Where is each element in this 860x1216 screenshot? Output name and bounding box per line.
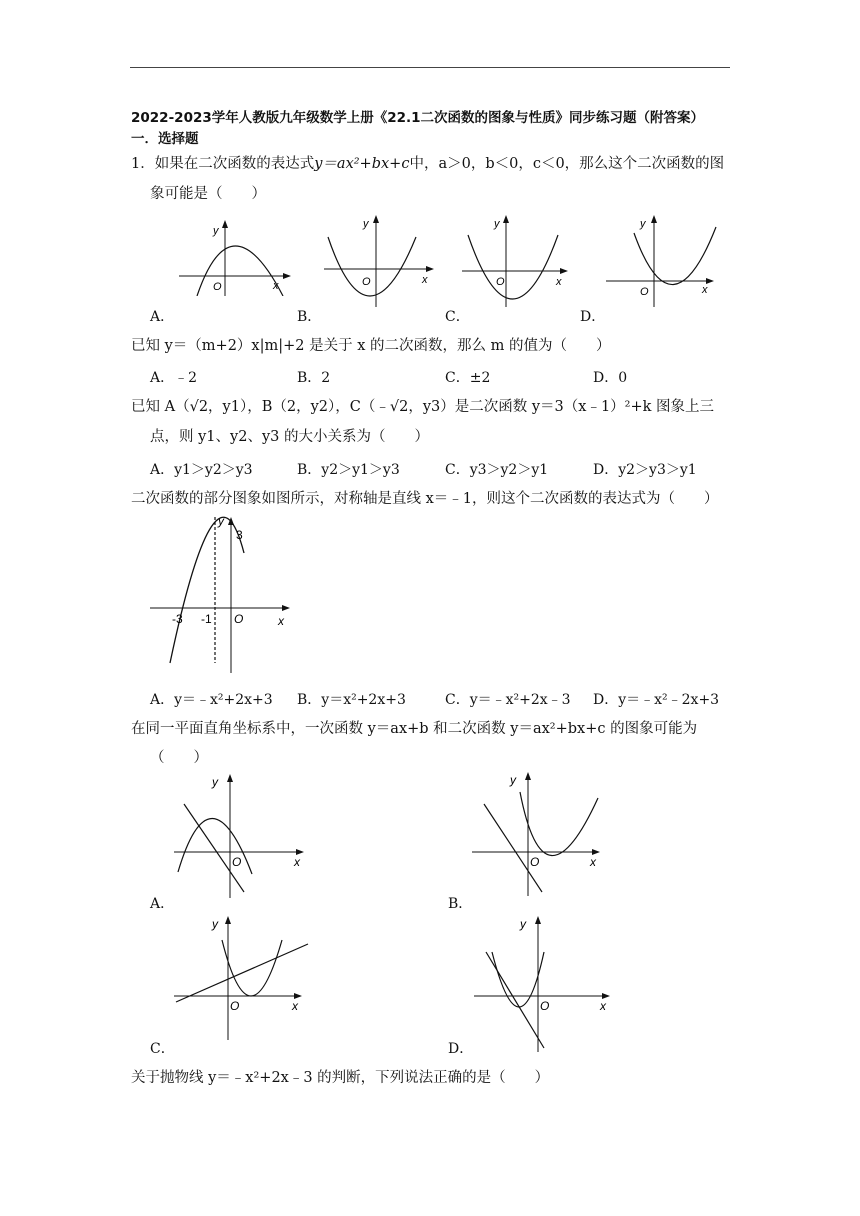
q3-option-a[interactable]: A．y1＞y2＞y3 [150,462,253,478]
q5c-y-label: y [212,917,218,931]
q5c-x-label: x [292,999,298,1013]
q1a-y-label: y [213,225,219,237]
q3-option-b[interactable]: B．y2＞y1＞y3 [297,462,400,478]
q1d-y-label: y [640,218,646,230]
q2-option-a[interactable]: A．﹣2 [150,370,198,386]
question-3-line-2: 点，则 y1、y2、y3 的大小关系为（ ） [150,429,429,445]
q1c-origin-label: O [496,276,505,288]
page-title: 2022-2023学年人教版九年级数学上册《22.1二次函数的图象与性质》同步练习题（附答案） [131,110,705,126]
question-5-line-1: 在同一平面直角坐标系中，一次函数 y＝ax+b 和二次函数 y＝ax²+bx+c 的图象可能为 [131,721,698,737]
q4-graph [148,513,298,675]
q1b-x-label: x [422,274,428,286]
question-1-text-a: 如果在二次函数的表达式 [154,156,315,172]
q5-graph-c [170,912,315,1040]
q4-neg3-label: -3 [172,612,183,626]
question-4-text: 二次函数的部分图象如图所示，对称轴是直线 x＝﹣1，则这个二次函数的表达式为（ ） [131,491,719,507]
header-rule [130,67,730,68]
q5d-x-label: x [600,999,606,1013]
q1b-y-label: y [363,218,369,230]
q5-graph-a [170,770,310,898]
q5-graph-d [470,912,616,1052]
q1d-x-label: x [702,284,708,296]
question-1-number: 1． [131,156,155,172]
q4-option-d[interactable]: D．y＝﹣x²﹣2x+3 [593,692,720,708]
q5-graph-b [468,768,614,896]
q1b-origin-label: O [362,276,371,288]
q5c-origin-label: O [230,999,240,1013]
q1c-x-label: x [556,276,562,288]
q5a-y-label: y [212,775,218,789]
q1a-origin-label: O [213,281,222,293]
q5-option-d[interactable]: D． [448,1041,474,1057]
q1c-y-label: y [494,218,500,230]
q5d-origin-label: O [540,999,550,1013]
q1-option-c[interactable]: C． [445,309,470,325]
question-2-text: 已知 y＝（m+2）x|m|+2 是关于 x 的二次函数，那么 m 的值为（ ） [131,338,611,354]
q5b-origin-label: O [530,855,540,869]
q1-option-d[interactable]: D． [580,309,606,325]
section-heading: 一．选择题 [131,131,199,147]
q2-option-c[interactable]: C．±2 [445,370,491,386]
question-5-line-2: （ ） [150,750,208,766]
question-1-text-b: 中，a＞0，b＜0，c＜0，那么这个二次函数的图 [409,156,725,172]
q4-option-a[interactable]: A．y＝﹣x²+2x+3 [150,692,273,708]
q1-option-b[interactable]: B． [297,309,322,325]
q1-graph-c [460,213,580,308]
q3-option-d[interactable]: D．y2＞y3＞y1 [593,462,697,478]
question-3-line-1: 已知 A（√2，y1），B（2，y2），C（﹣√2，y3）是二次函数 y＝3（x﹣1）²+k 图象上三 [131,399,715,415]
q2-option-b[interactable]: B．2 [297,370,331,386]
q4-x-label: x [278,614,284,628]
q5a-origin-label: O [232,855,242,869]
q2-option-d[interactable]: D．0 [593,370,628,386]
q5-option-c[interactable]: C． [150,1041,175,1057]
question-1-line-1 [131,154,724,174]
q5b-y-label: y [510,773,516,787]
question-6-text: 关于抛物线 y＝﹣x²+2x﹣3 的判断，下列说法正确的是（ ） [131,1070,550,1086]
q4-origin-label: O [234,612,244,626]
q1d-origin-label: O [640,286,649,298]
q5b-x-label: x [590,855,596,869]
q5a-x-label: x [294,855,300,869]
question-1-expression: y＝ax²+bx+c [314,156,410,172]
q4-three-label: 3 [236,528,243,542]
q5-option-a[interactable]: A． [150,896,175,912]
q1-graph-a [175,218,295,296]
q5-option-b[interactable]: B． [448,896,473,912]
q4-y-label: y [218,514,224,528]
q1-graph-b [322,213,440,308]
q4-option-b[interactable]: B．y＝x²+2x+3 [297,692,406,708]
q4-neg1-label: -1 [201,612,212,626]
q5d-y-label: y [520,917,526,931]
question-1-line-2: 象可能是（ ） [150,186,266,202]
q1-option-a[interactable]: A． [150,309,175,325]
q1a-x-label: x [273,280,279,292]
q4-option-c[interactable]: C．y＝﹣x²+2x﹣3 [445,692,571,708]
q3-option-c[interactable]: C．y3＞y2＞y1 [445,462,549,478]
q1-graph-d [604,213,724,308]
